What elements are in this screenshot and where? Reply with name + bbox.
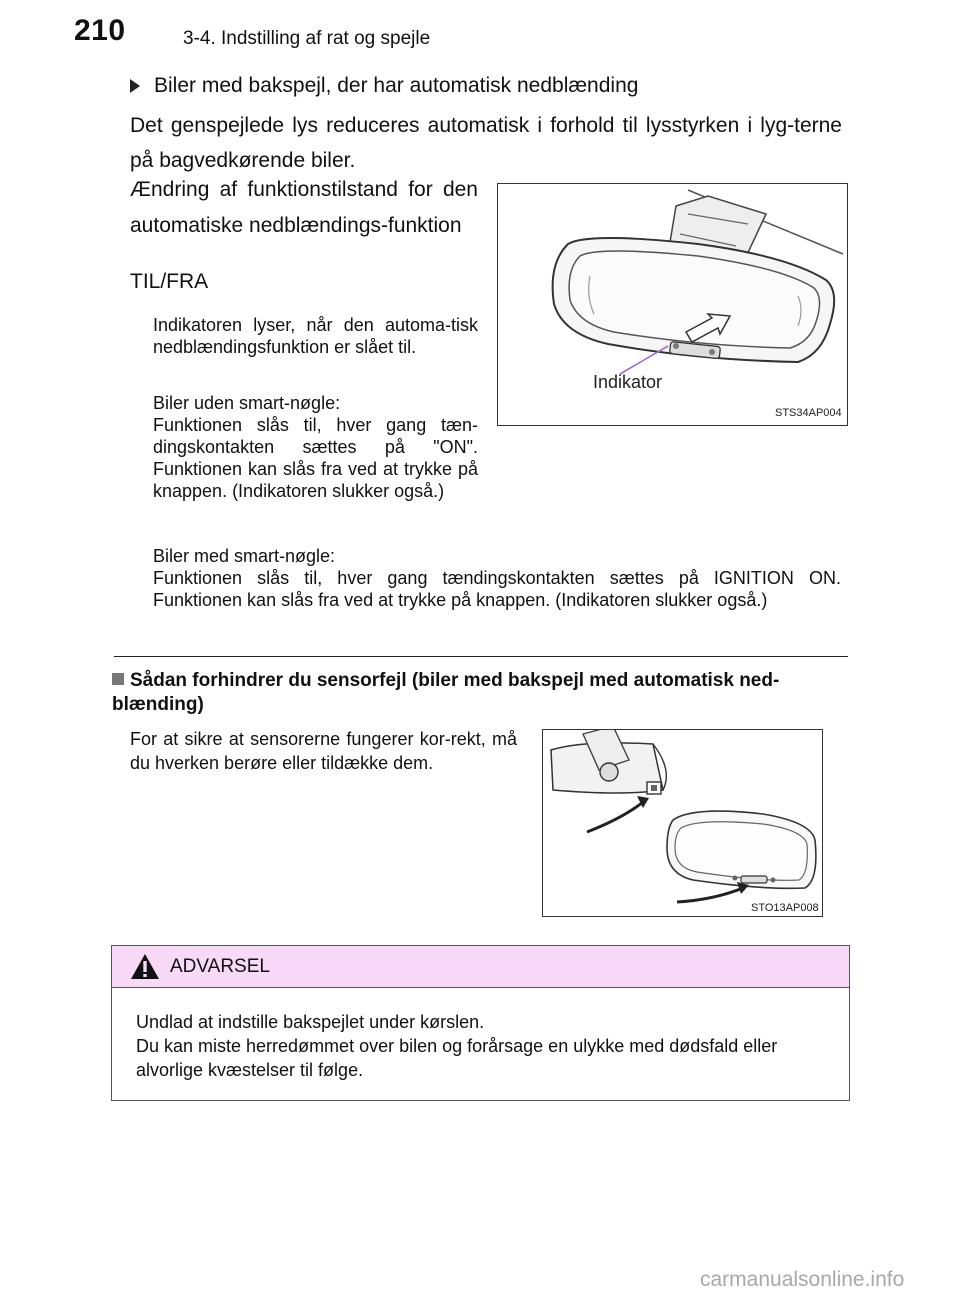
sensor-illustration-icon (543, 730, 822, 916)
watermark: carmanualsonline.info (700, 1268, 905, 1291)
note-smartkey-title: Biler med smart-nøgle: (153, 546, 336, 566)
warning-header (112, 946, 849, 988)
note-smartkey (153, 545, 841, 611)
note-no-smartkey-title: Biler uden smart-nøgle: (153, 393, 341, 413)
til-fra-label: TIL/FRA (130, 270, 209, 293)
bullet-heading-text: Biler med bakspejl, der har automatisk nedblænding (154, 74, 639, 97)
note-no-smartkey-text: Funktionen slås til, hver gang tæn-dingskontakten sættes på "ON". Funktionen kan slås fra ved at trykke på knappen. (Indikatoren slukker også.) (153, 415, 478, 501)
section-title: 3-4. Indstilling af rat og spejle (183, 28, 431, 49)
change-paragraph: Ændring af funktionstilstand for den automatiske nedblændings-funktion (130, 178, 478, 237)
mirror-illustration-icon (498, 184, 847, 425)
warning-box (111, 945, 850, 1101)
sensor-paragraph: For at sikre at sensorerne fungerer kor-rekt, må du hverken berøre eller tildække dem. (130, 729, 517, 773)
section-divider (114, 656, 848, 657)
square-bullet-icon (112, 673, 124, 685)
figure-code: STO13AP008 (751, 902, 819, 914)
warning-line-1: Undlad at indstille bakspejlet under kørslen. (136, 1012, 485, 1032)
warning-text (136, 1010, 836, 1082)
bullet-heading (130, 74, 638, 98)
subheading-text: Sådan forhindrer du sensorfejl (biler med bakspejl med automatisk ned-blænding) (112, 670, 780, 715)
intro-paragraph: Det genspejlede lys reduceres automatisk i forhold til lysstyrken i lyg-terne på bagvedkørende biler. (130, 114, 842, 172)
figure-sensor-locations (542, 729, 823, 917)
warning-triangle-icon (130, 953, 160, 980)
warning-title: ADVARSEL (170, 956, 270, 977)
warning-line-2: Du kan miste herredømmet over bilen og forårsage en ulykke med dødsfald eller alvorlige kvæstelser til følge. (136, 1036, 778, 1080)
figure-mirror-indicator (497, 183, 848, 426)
indicator-label: Indikator (593, 372, 663, 392)
note-indicator: Indikatoren lyser, når den automa-tisk nedblændingsfunktion er slået til. (153, 315, 478, 357)
subheading (112, 669, 850, 717)
figure-code: STS34AP004 (775, 407, 842, 419)
note-no-smartkey (153, 392, 478, 502)
triangle-bullet-icon (130, 79, 140, 93)
page-number: 210 (74, 14, 126, 47)
note-smartkey-text: Funktionen slås til, hver gang tændingskontakten sættes på IGNITION ON. Funktionen kan slås fra ved at trykke på knappen. (Indikatoren slukker også.) (153, 568, 841, 610)
